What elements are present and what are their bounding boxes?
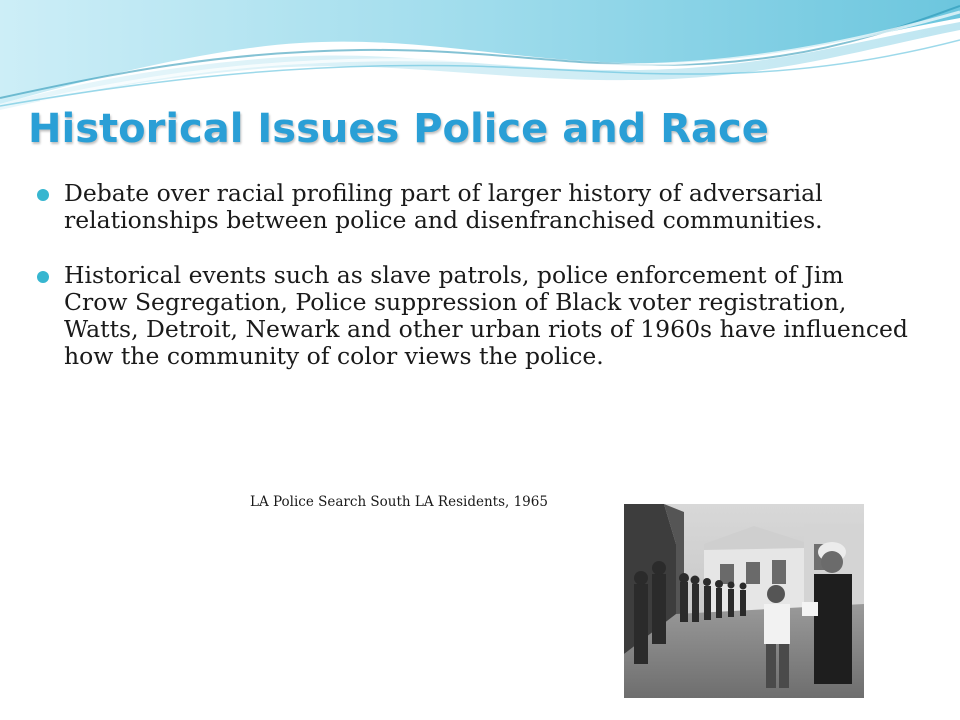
historical-photo: [624, 504, 864, 698]
bullet-marker-icon: [37, 189, 49, 201]
bullet-item: [30, 262, 910, 370]
photo-caption: LA Police Search South LA Residents, 1965: [250, 494, 548, 510]
bullet-list: [30, 180, 910, 370]
bullet-text: Historical events such as slave patrols, police enforcement of Jim Crow Segregation, Police suppression of Black voter registration, Watts, Detroit, Newark and other urban riots of 1960s have influenced how the community of color views the police.: [64, 261, 908, 370]
bullet-item: [30, 180, 910, 234]
slide-title: Historical Issues Police and Race: [28, 106, 769, 152]
decorative-wave-header: [0, 0, 960, 110]
bullet-text: Debate over racial profiling part of larger history of adversarial relationships between police and disenfranchised communities.: [64, 179, 823, 234]
bullet-marker-icon: [37, 271, 49, 283]
